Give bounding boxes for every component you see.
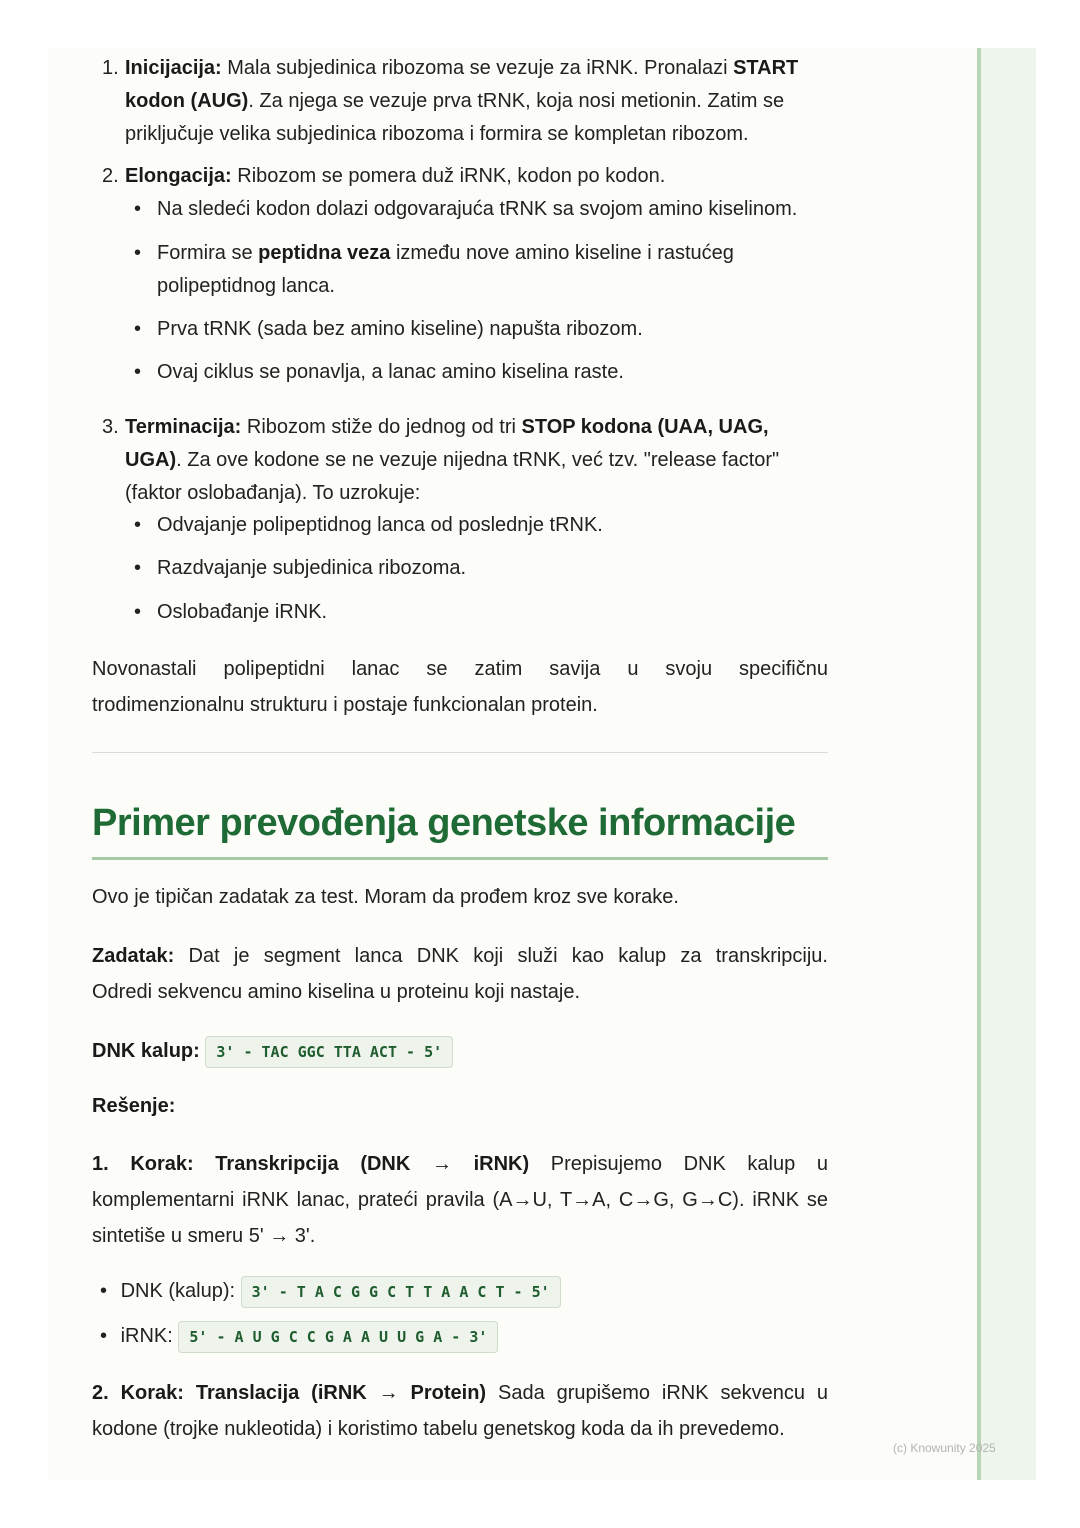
transcription-paragraph: 1. Korak: Transkripcija (DNK → iRNK) Prepisujemo DNK kalup u komplementarni iRNK lanac, prateći pravila (A→U, T→A, C→G, G→C). iRNK se sintetiše u smeru 5' → 3'.: [92, 1153, 828, 1247]
list-item-initiation: [92, 52, 828, 151]
right-sidebar-strip: [977, 48, 1036, 1480]
solution-heading: Rešenje:: [92, 1095, 176, 1117]
step-text: Mala subjedinica ribozoma se vezuje za iRNK. Pronalazi: [221, 57, 734, 79]
bullet-dot-icon: •: [134, 318, 142, 340]
bullet-dot-icon: •: [134, 361, 142, 383]
dna-template-row: [92, 1035, 453, 1068]
step-label: Elongacija:: [125, 165, 232, 187]
section-divider: [92, 752, 828, 753]
rna-strand-code: 5' - A U G C C G A A U U G A - 3': [178, 1321, 498, 1353]
intro-text: Ovo je tipičan zadatak za test. Moram da prođem kroz sve korake.: [92, 886, 679, 908]
bullet-dot-icon: •: [134, 601, 142, 623]
task-paragraph: Zadatak: Dat je segment lanca DNK koji služi kao kalup za transkripciju. Odredi sekvencu amino kiselina u proteinu koji nastaje.: [92, 945, 828, 1003]
bullet-dot-icon: •: [134, 198, 142, 220]
footer-copyright: (c) Knowunity 2025: [893, 1441, 996, 1455]
step-label: Inicijacija:: [125, 57, 222, 79]
step-text: . Za ove kodone se ne vezuje nijedna tRNK, već tzv. "release factor": [176, 449, 780, 471]
bullet-dot-icon: •: [134, 557, 142, 579]
step-bold: STOP kodona (UAA, UAG,: [521, 416, 769, 438]
dna-template-label: DNK kalup:: [92, 1040, 200, 1062]
dna-strand-code: 3' - T A C G G C T T A A C T - 5': [241, 1276, 561, 1308]
translation-paragraph: 2. Korak: Translacija (iRNK → Protein) Sada grupišemo iRNK sekvencu u kodone (trojke nukleotida) i koristimo tabelu genetskog koda da ih prevedemo.: [92, 1382, 828, 1440]
bullet-dot-icon: •: [134, 514, 142, 536]
step-text: (faktor oslobađanja). To uzrokuje:: [125, 482, 421, 504]
list-number: 2.: [102, 165, 119, 187]
bullet-dot-icon: •: [100, 1325, 108, 1347]
dna-template-code: 3' - TAC GGC TTA ACT - 5': [205, 1036, 453, 1068]
bullet-dot-icon: •: [134, 242, 142, 264]
step-bold: UGA): [125, 449, 177, 471]
list-item-elongation: [92, 160, 828, 193]
list-item-termination: [92, 411, 828, 510]
list-number: 1.: [102, 57, 119, 79]
step-text: priključuje velika subjedinica ribozoma i formira se kompletan ribozom.: [125, 123, 749, 145]
step-label: Terminacija:: [125, 416, 242, 438]
dna-strand-item: • DNK (kalup): 3' - T A C G G C T T A A C T - 5': [100, 1275, 561, 1308]
section-title: Primer prevođenja genetske informacije: [92, 802, 796, 844]
step-text: Ribozom se pomera duž iRNK, kodon po kodon.: [231, 165, 666, 187]
bullet-dot-icon: •: [100, 1280, 108, 1302]
step-text: . Za njega se vezuje prva tRNK, koja nosi metionin. Zatim se: [248, 90, 785, 112]
list-number: 3.: [102, 416, 119, 438]
title-underline: [92, 857, 828, 860]
step-bold: START: [733, 57, 799, 79]
step-bold: kodon (AUG): [125, 90, 249, 112]
step-text: Ribozom stiže do jednog od tri: [241, 416, 522, 438]
rna-strand-item: • iRNK: 5' - A U G C C G A A U U G A - 3': [100, 1320, 498, 1353]
summary-paragraph: Novonastali polipeptidni lanac se zatim savija u svoju specifičnu trodimenzionalnu strukturu i postaje funkcionalan protein.: [92, 658, 828, 716]
